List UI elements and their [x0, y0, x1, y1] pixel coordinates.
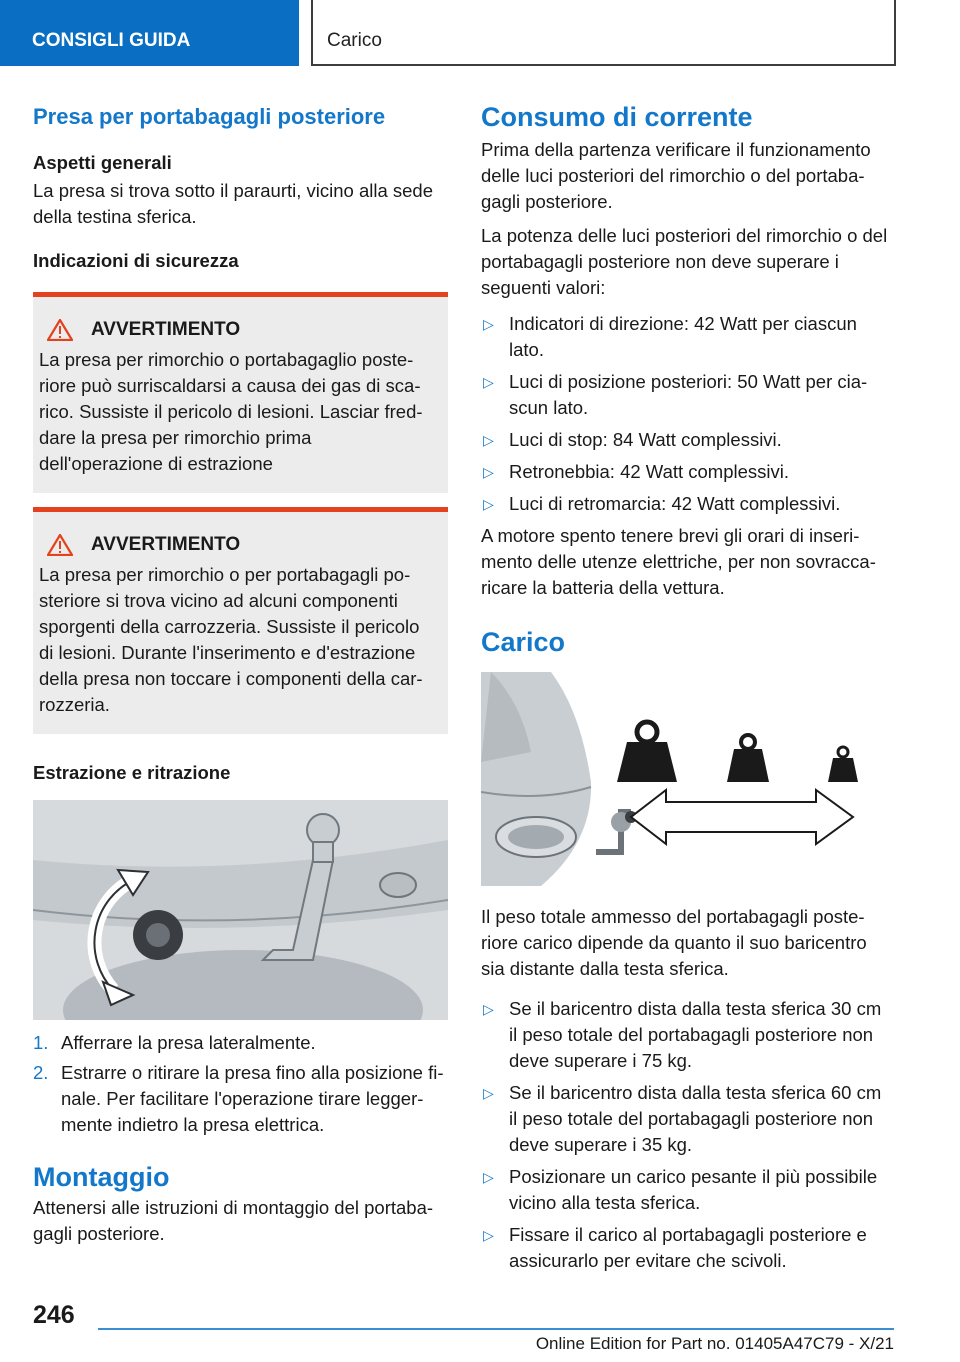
step-number: 2.	[33, 1062, 49, 1083]
warning-text: La presa per rimorchio o portabagaglio poste-riore può surriscaldarsi a causa dei gas di sca-rico. Sussiste il pericolo di lesioni. Lasciar fred-dare la presa per rimorchio prima dell'operazione di estrazione	[39, 349, 423, 474]
warning-title	[47, 319, 434, 341]
heavy-weight-icon	[617, 722, 677, 782]
list-item: ▷ Indicatori di direzione: 42 Watt per ciascun lato.	[481, 311, 893, 363]
warning-text: La presa per rimorchio o per portabagagli po-steriore si trova vicino ad alcuni componenti sporgenti della carrozzeria. Sussiste il pericolo di lesioni. Durante l'inserimento e d'estrazione della presa non toccare i componenti della car-rozzeria.	[39, 564, 423, 715]
load-illustration	[481, 672, 893, 886]
warning-triangle-icon	[47, 319, 73, 341]
power-paragraph-1: Prima della partenza verificare il funzionamento delle luci posteriori del rimorchio o del portaba-gagli posteriore.	[481, 139, 871, 212]
triangle-bullet-icon: ▷	[483, 1001, 494, 1017]
medium-weight-icon	[727, 735, 769, 782]
triangle-bullet-icon: ▷	[483, 1085, 494, 1101]
page-header	[0, 0, 960, 66]
warning-box-body	[33, 507, 448, 734]
section-title-socket: Presa per portabagagli posteriore	[33, 104, 386, 129]
power-list	[481, 311, 893, 517]
socket-figure	[33, 800, 448, 1020]
triangle-bullet-icon: ▷	[483, 496, 494, 512]
triangle-bullet-icon: ▷	[483, 464, 494, 480]
list-item: ▷ Luci di retromarcia: 42 Watt complessivi.	[481, 491, 893, 517]
chapter-tab[interactable]: Carico	[311, 0, 896, 66]
triangle-bullet-icon: ▷	[483, 1227, 494, 1243]
safety-heading: Indicazioni di sicurezza	[33, 250, 239, 271]
section-tab[interactable]: CONSIGLI GUIDA	[0, 0, 299, 66]
load-figure	[481, 672, 893, 886]
list-item: ▷ Posizionare un carico pesante il più possibile vicino alla testa sferica.	[481, 1164, 893, 1216]
general-text: La presa si trova sotto il paraurti, vicino alla sede della testina sferica.	[33, 180, 434, 227]
warning-label: AVVERTIMENTO	[91, 534, 241, 555]
warning-triangle-icon	[47, 534, 73, 556]
list-item: ▷ Se il baricentro dista dalla testa sferica 60 cm il peso totale del portabagagli posteriore non deve superare i 35 kg.	[481, 1080, 893, 1158]
mounting-text: Attenersi alle istruzioni di montaggio del portaba-gagli posteriore.	[33, 1197, 434, 1244]
section-title-power: Consumo di corrente	[481, 102, 753, 132]
triangle-bullet-icon: ▷	[483, 374, 494, 390]
edition-note: Online Edition for Part no. 01405A47C79 - X/21	[535, 1334, 894, 1353]
load-list	[481, 996, 893, 1274]
list-item: ▷ Luci di posizione posteriori: 50 Watt per cia-scun lato.	[481, 369, 893, 421]
page-number: 246	[33, 1301, 75, 1329]
triangle-bullet-icon: ▷	[483, 316, 494, 332]
load-text: Il peso totale ammesso del portabagagli poste-riore carico dipende da quanto il suo baricentro sia distante dalla testa sferica.	[481, 906, 867, 979]
footer-divider	[98, 1328, 894, 1330]
step-number: 1.	[33, 1032, 49, 1053]
general-heading: Aspetti generali	[33, 152, 172, 173]
power-paragraph-2: La potenza delle luci posteriori del rimorchio o del portabagagli posteriore non deve superare i seguenti valori:	[481, 225, 888, 298]
warning-label: AVVERTIMENTO	[91, 319, 241, 340]
list-item	[33, 1060, 448, 1138]
section-title-mounting: Montaggio	[33, 1162, 170, 1192]
power-paragraph-3: A motore spento tenere brevi gli orari di inseri-mento delle utenze elettriche, per non sovracca-ricare la batteria della vettura.	[481, 525, 876, 598]
list-item: ▷ Se il baricentro dista dalla testa sferica 30 cm il peso totale del portabagagli posteriore non deve superare i 75 kg.	[481, 996, 893, 1074]
warning-box-heat	[33, 292, 448, 493]
right-column	[481, 96, 893, 1274]
light-weight-icon	[828, 747, 858, 782]
list-item	[33, 1030, 448, 1056]
extraction-steps	[33, 1030, 448, 1138]
socket-illustration	[33, 800, 448, 1020]
step-text: Estrarre o ritirare la presa fino alla posizione fi-nale. Per facilitare l'operazione tirare legger-mente indietro la presa elettrica.	[61, 1062, 444, 1135]
list-item: ▷ Fissare il carico al portabagagli posteriore e assicurarlo per evitare che scivoli.	[481, 1222, 893, 1274]
step-text: Afferrare la presa lateralmente.	[61, 1032, 316, 1053]
extraction-heading: Estrazione e ritrazione	[33, 762, 231, 783]
list-item: ▷ Luci di stop: 84 Watt complessivi.	[481, 427, 893, 453]
left-column	[33, 96, 448, 1247]
list-item: ▷ Retronebbia: 42 Watt complessivi.	[481, 459, 893, 485]
warning-title	[47, 534, 434, 556]
section-title-load: Carico	[481, 627, 566, 657]
triangle-bullet-icon: ▷	[483, 432, 494, 448]
triangle-bullet-icon: ▷	[483, 1169, 494, 1185]
